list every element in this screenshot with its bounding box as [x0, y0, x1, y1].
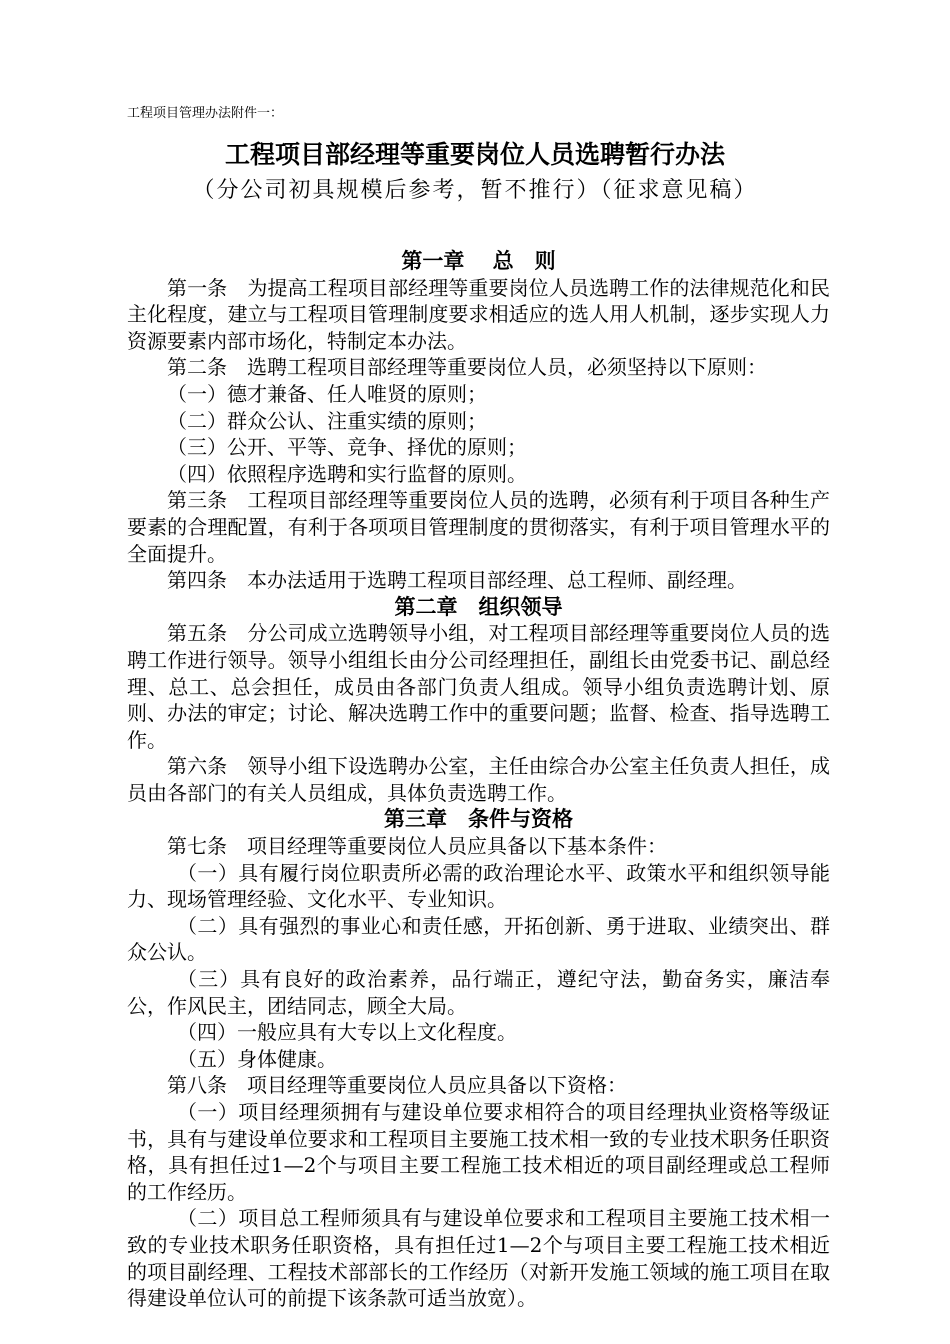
- article-4: 第四条 本办法适用于选聘工程项目部经理、总工程师、副经理。: [167, 568, 747, 593]
- article-8-item-1: （一）项目经理须拥有与建设单位要求相符合的项目经理执业资格等级证书，具有与建设单位要求和工程项目主要施工技术相一致的专业技术职务任职资格，具有担任过1—2个与项目主要工程施工技术相近的项目副经理或总工程师的工作经历。: [127, 1100, 830, 1204]
- document-subtitle: （分公司初具规模后参考，暂不推行）（征求意见稿）: [192, 178, 758, 203]
- article-6: 第六条 领导小组下设选聘办公室，主任由综合办公室主任负责人担任，成员由各部门的有关人员组成，具体负责选聘工作。: [127, 754, 830, 805]
- article-7-item-4: （四）一般应具有大专以上文化程度。: [177, 1020, 517, 1045]
- article-2: 第二条 选聘工程项目部经理等重要岗位人员，必须坚持以下原则：: [167, 355, 767, 380]
- chapter-2-heading: 第二章 组织领导: [394, 593, 563, 619]
- article-1: 第一条 为提高工程项目部经理等重要岗位人员选聘工作的法律规范化和民主化程度，建立与工程项目管理制度要求相适应的选人用人机制，逐步实现人力资源要素内部市场化，特制定本办法。: [127, 275, 830, 353]
- article-2-item-2: （二）群众公认、注重实绩的原则；: [167, 408, 487, 433]
- article-7-item-3: （三）具有良好的政治素养，品行端正，遵纪守法，勤奋务实，廉洁奉公，作风民主，团结同志，顾全大局。: [127, 967, 830, 1018]
- article-8: 第八条 项目经理等重要岗位人员应具备以下资格：: [167, 1073, 627, 1098]
- article-7: 第七条 项目经理等重要岗位人员应具备以下基本条件：: [167, 834, 667, 859]
- chapter-1-heading: 第一章 总 则: [401, 248, 556, 273]
- article-7-item-2: （二）具有强烈的事业心和责任感，开拓创新、勇于进取、业绩突出、群众公认。: [127, 913, 830, 965]
- article-2-item-1: （一）德才兼备、任人唯贤的原则；: [167, 381, 487, 406]
- article-2-item-4: （四）依照程序选聘和实行监督的原则。: [167, 461, 527, 486]
- chapter-3-heading: 第三章 条件与资格: [384, 806, 573, 832]
- article-5: 第五条 分公司成立选聘领导小组，对工程项目部经理等重要岗位人员的选聘工作进行领导。领导小组组长由分公司经理担任，副组长由党委书记、副总经理、总工、总会担任，成员由各部门负责人组成。领导小组负责选聘计划、原则、办法的审定；讨论、解决选聘工作中的重要问题；监督、检查、指导选聘工作。: [127, 621, 830, 752]
- article-3: 第三条 工程项目部经理等重要岗位人员的选聘，必须有利于项目各种生产要素的合理配置，有利于各项项目管理制度的贯彻落实，有利于项目管理水平的全面提升。: [127, 488, 830, 566]
- document-title: 工程项目部经理等重要岗位人员选聘暂行办法: [224, 140, 725, 169]
- article-2-item-3: （三）公开、平等、竞争、择优的原则；: [167, 435, 527, 460]
- document-body: [127, 248, 830, 1312]
- article-7-item-5: （五）身体健康。: [177, 1046, 337, 1071]
- attachment-note: 工程项目管理办法附件一：: [127, 106, 284, 121]
- article-7-item-1: （一）具有履行岗位职责所必需的政治理论水平、政策水平和组织领导能力、现场管理经验、文化水平、专业知识。: [127, 860, 830, 912]
- article-8-item-2: （二）项目总工程师须具有与建设单位要求和工程项目主要施工技术相一致的专业技术职务任职资格，具有担任过1—2个与项目主要工程施工技术相近的项目副经理、工程技术部部长的工作经历（对新开发施工领域的施工项目在取得建设单位认可的前提下该条款可适当放宽）。: [127, 1206, 830, 1311]
